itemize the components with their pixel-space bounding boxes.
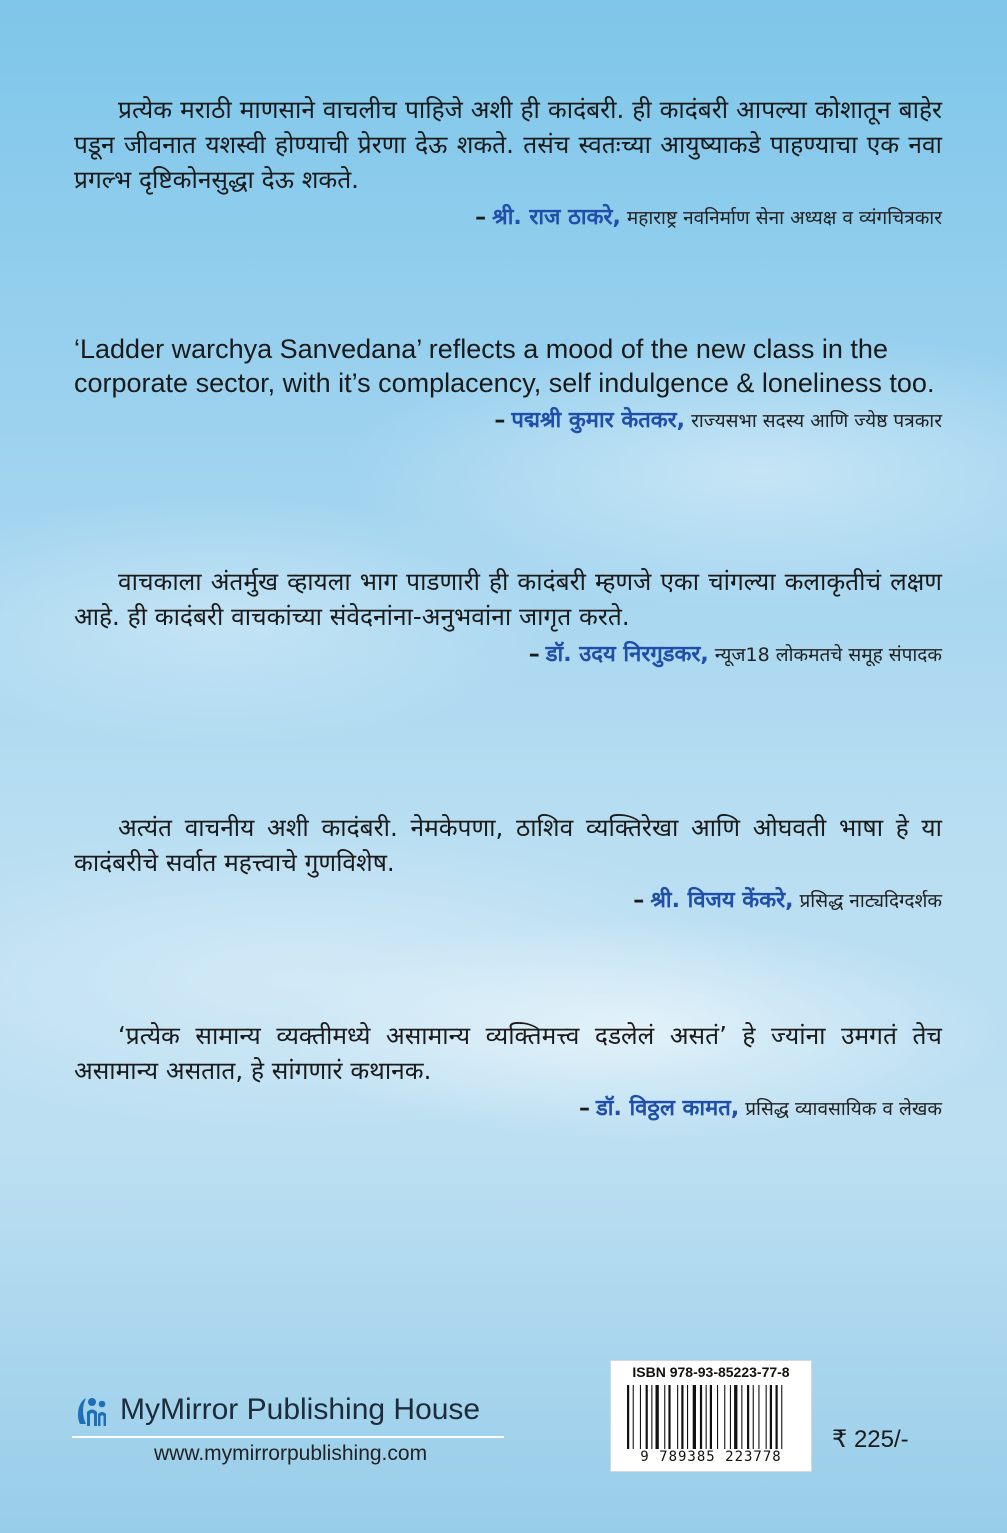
attribution-name: डॉ. विठ्ठल कामत, [595,1096,740,1121]
quote-3 [74,564,942,670]
quote-attribution [74,406,942,436]
quote-attribution [74,1094,942,1124]
quote-text: प्रत्येक मराठी माणसाने वाचलीच पाहिजे अशी ही कादंबरी. ही कादंबरी आपल्या कोशातून बाहेर पडून जीवनात यशस्वी होण्याची प्रेरणा देऊ शकते. तसंच स्वतःच्या आयुष्याकडे पाहण्याचा एक नवा प्रगल्भ दृष्टिकोनसुद्धा देऊ शकते. [74,95,942,194]
attribution-name: डॉ. उदय निरगुडकर, [545,642,709,667]
attribution-dash: – [633,888,645,913]
price: ₹ 225/- [832,1426,909,1453]
attribution-role: प्रसिद्ध व्यावसायिक व लेखक [745,1098,942,1120]
publisher-row [72,1390,504,1430]
attribution-dash: – [494,408,506,433]
attribution-name: श्री. विजय केंकरे, [650,888,794,913]
attribution-dash: – [578,1096,590,1121]
quote-attribution [74,640,942,670]
attribution-dash: – [528,642,540,667]
publisher-block [72,1390,504,1466]
quote-2 [74,332,942,436]
quote-text: ‘प्रत्येक सामान्य व्यक्तीमध्ये असामान्य व्यक्तिमत्त्व दडलेलं असतं’ हे ज्यांना उमगतं तेच असामान्य असतात, हे सांगणारं कथानक. [74,1021,942,1085]
isbn-digits: 9 789385 223778 [640,1449,782,1465]
quote-5 [74,1018,942,1124]
isbn-barcode-box [610,1360,812,1472]
attribution-role: राज्यसभा सदस्य आणि ज्येष्ठ पत्रकार [691,410,942,432]
attribution-name: श्री. राज ठाकरे, [492,205,621,230]
quote-text: वाचकाला अंतर्मुख व्हायला भाग पाडणारी ही कादंबरी म्हणजे एका चांगल्या कलाकृतीचं लक्षण आहे. ही कादंबरी वाचकांच्या संवेदनांना-अनुभवांना जागृत करते. [74,567,942,631]
people-logo-icon [72,1390,112,1430]
attribution-role: प्रसिद्ध नाट्यदिग्दर्शक [799,890,942,912]
publisher-url: www.mymirrorpublishing.com [154,1442,428,1465]
attribution-name: पद्मश्री कुमार केतकर, [511,408,686,433]
publisher-name: MyMirror Publishing House [120,1393,481,1426]
quote-attribution [74,886,942,916]
attribution-role: महाराष्ट्र नवनिर्माण सेना अध्यक्ष व व्यंगचित्रकार [626,207,942,229]
barcode-graphic [625,1385,797,1449]
quote-text: ‘Ladder warchya Sanvedana’ reflects a mood of the new class in the corporate sector, with it’s complacency, self indulgence & loneliness too. [74,334,935,398]
quote-1 [74,92,942,233]
attribution-role: न्यूज18 लोकमतचे समूह संपादक [714,644,942,666]
quote-text: अत्यंत वाचनीय अशी कादंबरी. नेमकेपणा, ठाशिव व्यक्तिरेखा आणि ओघवती भाषा हे या कादंबरीचे सर्वात महत्त्वाचे गुणविशेष. [74,813,942,877]
isbn-label: ISBN 978-93-85223-77-8 [632,1364,790,1380]
quote-4 [74,810,942,916]
publisher-divider [72,1436,504,1438]
attribution-dash: – [475,205,487,230]
quote-attribution [74,203,942,233]
